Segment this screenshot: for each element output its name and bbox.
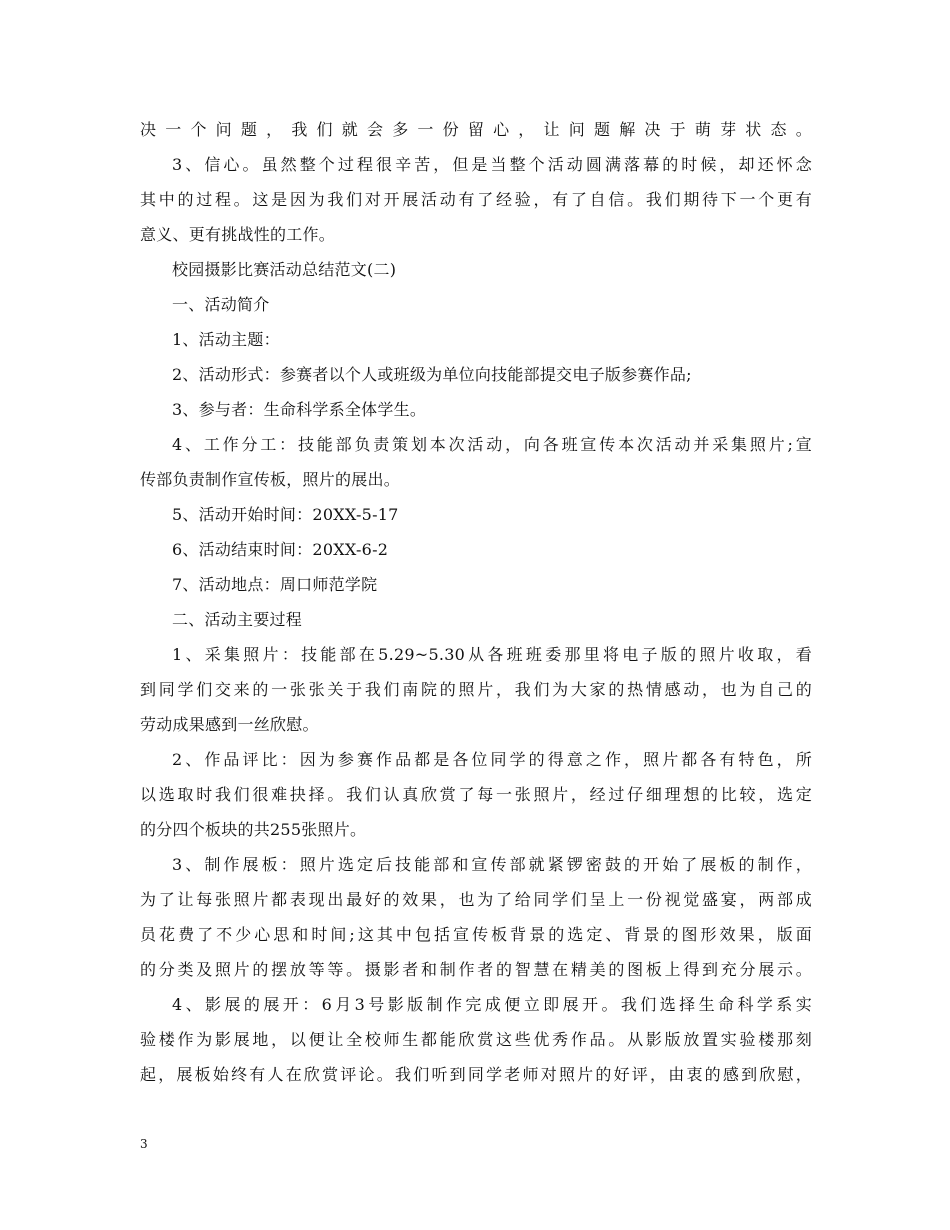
text-line: 4、工作分工：技能部负责策划本次活动，向各班宣传本次活动并采集照片;宣 [172,435,812,454]
text-line: 6、活动结束时间：20XX-6-2 [172,540,389,559]
text-line: 决一个问题，我们就会多一份留心，让问题解决于萌芽状态。 [140,120,812,139]
text-line: 的分类及照片的摆放等等。摄影者和制作者的智慧在精美的图板上得到充分展示。 [140,960,812,979]
section-title: 校园摄影比赛活动总结范文(二) [172,260,397,279]
text-line: 7、活动地点：周口师范学院 [172,575,378,594]
document-body [140,112,812,1092]
text-line: 意义、更有挑战性的工作。 [140,225,336,244]
page-number: 3 [140,1137,148,1151]
text-line: 传部负责制作宣传板，照片的展出。 [140,470,401,489]
text-line: 其中的过程。这是因为我们对开展活动有了经验，有了自信。我们期待下一个更有 [140,190,812,209]
text-line: 1、采集照片：技能部在5.29~5.30从各班班委那里将电子版的照片收取，看 [172,645,812,664]
section-heading: 一、活动简介 [172,295,270,314]
text-line: 到同学们交来的一张张关于我们南院的照片，我们为大家的热情感动，也为自己的 [140,680,812,699]
text-line: 1、活动主题： [172,330,280,349]
text-line: 验楼作为影展地，以便让全校师生都能欣赏这些优秀作品。从影版放置实验楼那刻 [140,1030,812,1049]
text-line: 劳动成果感到一丝欣慰。 [140,715,319,734]
text-line: 2、作品评比：因为参赛作品都是各位同学的得意之作，照片都各有特色，所 [172,750,812,769]
text-line: 3、制作展板：照片选定后技能部和宣传部就紧锣密鼓的开始了展板的制作， [172,855,812,874]
text-line: 员花费了不少心思和时间;这其中包括宣传板背景的选定、背景的图形效果，版面 [140,925,812,944]
text-line: 以选取时我们很难抉择。我们认真欣赏了每一张照片，经过仔细理想的比较，选定 [140,785,812,804]
text-line: 3、参与者：生命科学系全体学生。 [172,400,427,419]
text-line: 为了让每张照片都表现出最好的效果，也为了给同学们呈上一份视觉盛宴，两部成 [140,890,812,909]
text-line: 2、活动形式：参赛者以个人或班级为单位向技能部提交电子版参赛作品; [172,365,692,384]
text-line: 4、影展的展开：6月3号影版制作完成便立即展开。我们选择生命科学系实 [172,995,812,1014]
text-line: 的分四个板块的共255张照片。 [140,820,367,839]
text-line: 起，展板始终有人在欣赏评论。我们听到同学老师对照片的好评，由衷的感到欣慰， [140,1065,812,1084]
text-line: 5、活动开始时间：20XX-5-17 [172,505,399,524]
section-heading: 二、活动主要过程 [172,610,303,629]
text-line: 3、信心。虽然整个过程很辛苦，但是当整个活动圆满落幕的时候，却还怀念 [172,155,812,174]
